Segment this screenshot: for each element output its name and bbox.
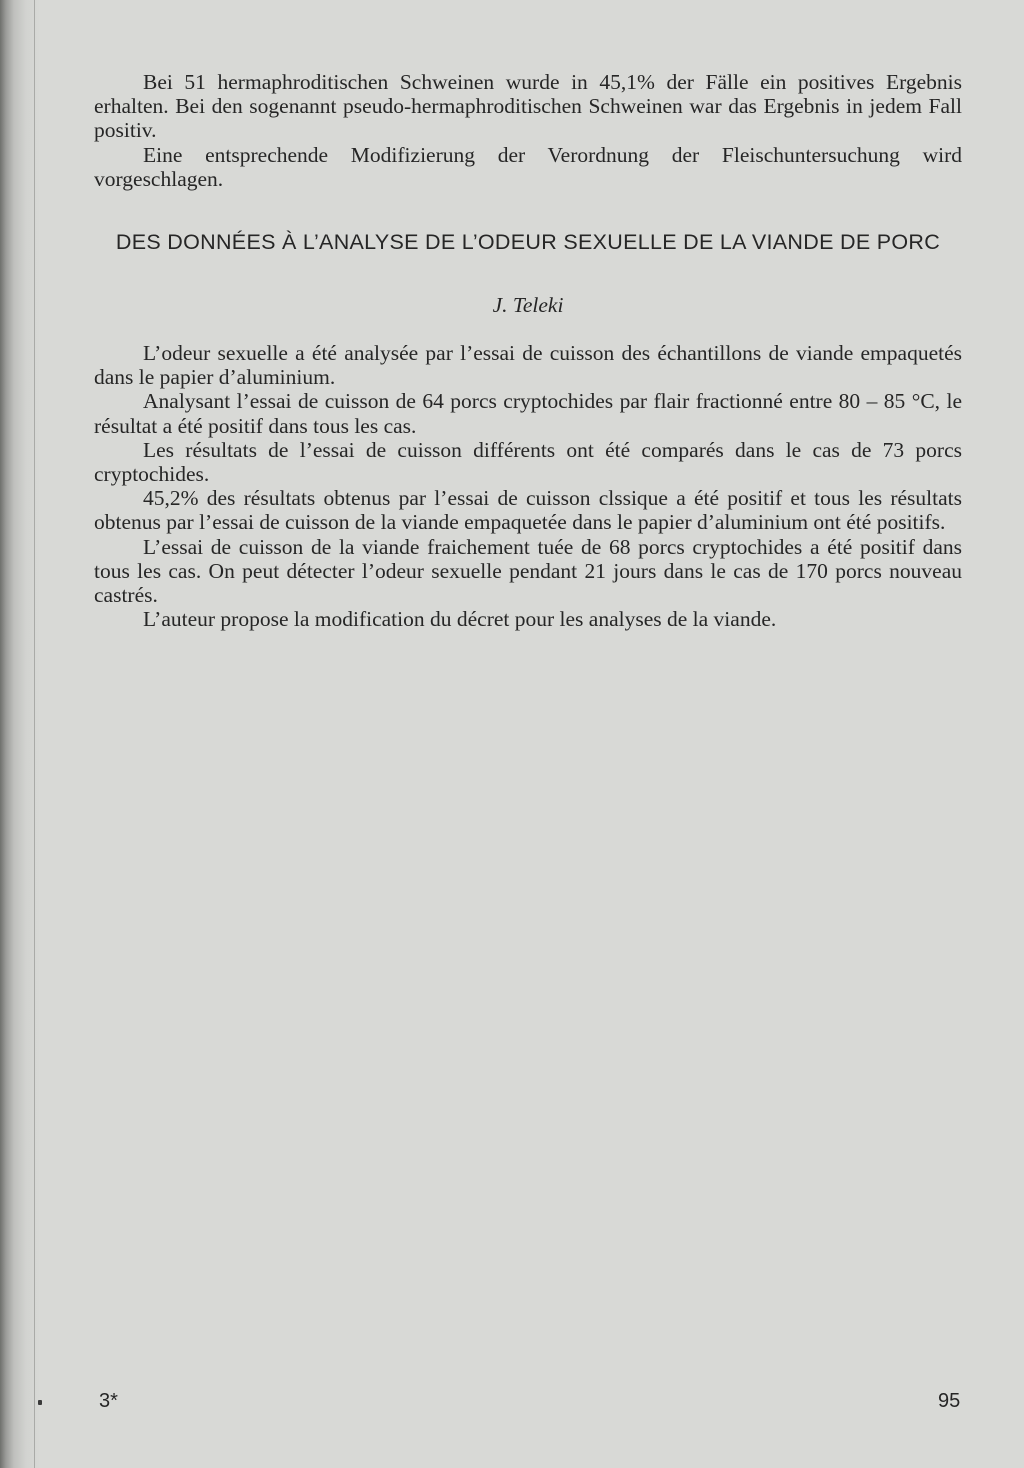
margin-mark xyxy=(38,1400,42,1405)
article-title: DES DONNÉES À L’ANALYSE DE L’ODEUR SEXUELLE DE LA VIANDE DE PORC xyxy=(115,230,941,254)
german-paragraph-2: Eine entsprechende Modifizierung der Verordnung der Fleischuntersuchung wird vorgeschlagen. xyxy=(94,142,962,191)
section-mark: 3* xyxy=(99,1390,118,1412)
page-number: 95 xyxy=(938,1390,961,1412)
french-paragraph-4: 45,2% des résultats obtenus par l’essai de cuisson clssique a été positif et tous les résultats obtenus par l’essai de cuisson de la viande empaquetée dans le papier d’aluminium ont été positifs. xyxy=(94,486,962,535)
french-paragraph-5: L’essai de cuisson de la viande fraichement tuée de 68 porcs cryptochides a été positif dans tous les cas. On peut détecter l’odeur sexuelle pendant 21 jours dans le cas de 170 porcs nouveau castrés. xyxy=(94,534,962,608)
french-paragraph-2: Analysant l’essai de cuisson de 64 porcs cryptochides par flair fractionné entre 80 – 85 °C, le résultat a été positif dans tous les cas. xyxy=(94,389,962,438)
article-author: J. Teleki xyxy=(492,293,564,317)
german-paragraph-1: Bei 51 hermaphroditischen Schweinen wurde in 45,1% der Fälle ein positives Ergebnis erhalten. Bei den sogenannt pseudo-hermaphroditischen Schweinen war das Ergebnis in jedem Fall positiv. xyxy=(94,70,962,143)
french-paragraph-3: Les résultats de l’essai de cuisson différents ont été comparés dans le cas de 73 porcs cryptochides. xyxy=(94,437,962,487)
french-paragraph-6: L’auteur propose la modification du décret pour les analyses de la viande. xyxy=(143,607,777,632)
french-summary xyxy=(94,341,962,631)
binding-edge-line xyxy=(34,0,35,1468)
french-paragraph-1: L’odeur sexuelle a été analysée par l’essai de cuisson des échantillons de viande empaquetés dans le papier d’aluminium. xyxy=(94,341,962,390)
german-summary xyxy=(94,70,962,191)
